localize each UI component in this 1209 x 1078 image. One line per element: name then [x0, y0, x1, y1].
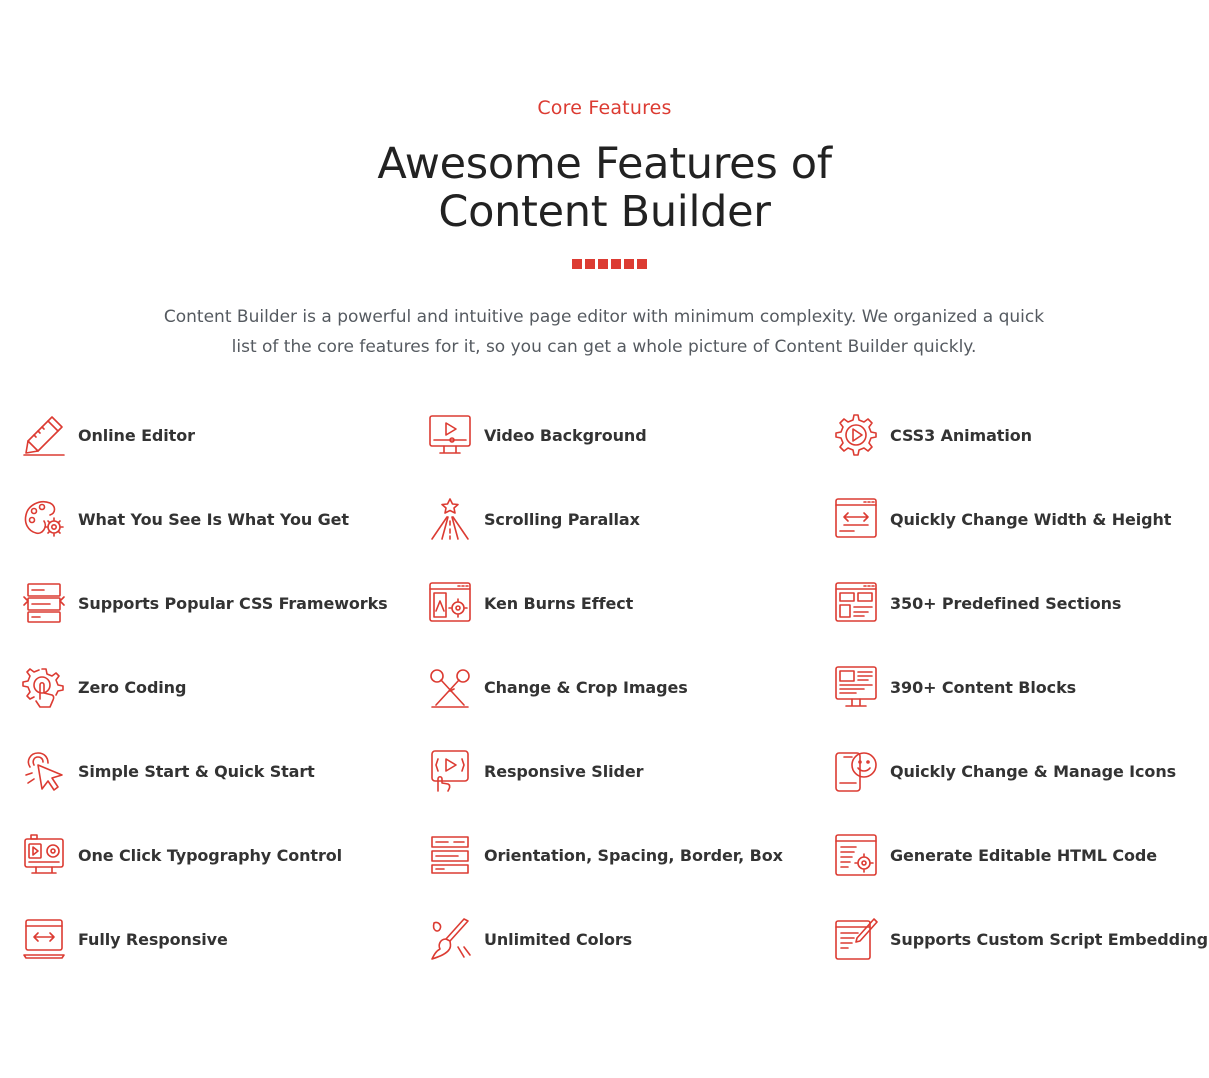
- feature-item-editable-html: [834, 833, 1157, 877]
- feature-item-typography-control: [22, 833, 342, 877]
- feature-label: Quickly Change Width & Height: [890, 509, 1172, 529]
- feature-label: Orientation, Spacing, Border, Box: [484, 845, 783, 865]
- feature-item-zero-coding: [22, 665, 186, 709]
- feature-item-manage-icons: [834, 749, 1176, 793]
- layers-arrows-icon: [428, 833, 472, 877]
- feature-item-wysiwyg: [22, 497, 349, 541]
- feature-item-custom-script: [834, 917, 1208, 961]
- feature-item-simple-start: [22, 749, 315, 793]
- browser-gear-icon: [428, 581, 472, 625]
- feature-label: Supports Custom Script Embedding: [890, 929, 1208, 949]
- pencil-ruler-icon: [22, 413, 66, 457]
- section-kicker: Core Features: [537, 97, 672, 119]
- feature-label: Change & Crop Images: [484, 677, 688, 697]
- feature-label: Fully Responsive: [78, 929, 228, 949]
- feature-item-video-background: [428, 413, 647, 457]
- feature-item-orientation-spacing: [428, 833, 783, 877]
- star-road-icon: [428, 497, 472, 541]
- responsive-arrows-icon: [22, 917, 66, 961]
- feature-label: One Click Typography Control: [78, 845, 343, 865]
- section-intro-line-1: Content Builder is a powerful and intuitive page editor with minimum complexity. We organized a quick: [163, 307, 1045, 327]
- feature-label: Responsive Slider: [484, 761, 644, 781]
- section-title-line-1: Awesome Features of: [377, 139, 832, 189]
- brush-palette-icon: [428, 917, 472, 961]
- feature-label: 350+ Predefined Sections: [890, 593, 1122, 613]
- feature-item-online-editor: [22, 413, 195, 457]
- feature-item-content-blocks: [834, 665, 1076, 709]
- control-panel-icon: [22, 833, 66, 877]
- feature-item-unlimited-colors: [428, 917, 632, 961]
- feature-label: Scrolling Parallax: [484, 509, 640, 529]
- phone-smiley-icon: [834, 749, 878, 793]
- palette-gear-icon: [22, 497, 66, 541]
- feature-label: Generate Editable HTML Code: [890, 845, 1157, 865]
- section-title-line-2: Content Builder: [438, 187, 771, 237]
- phone-swipe-icon: [428, 749, 472, 793]
- feature-label: What You See Is What You Get: [78, 509, 349, 529]
- gear-play-icon: [834, 413, 878, 457]
- feature-label: Video Background: [484, 425, 647, 445]
- document-pen-icon: [834, 917, 878, 961]
- feature-item-responsive-slider: [428, 749, 643, 793]
- feature-label: Unlimited Colors: [484, 929, 633, 949]
- gear-touch-icon: [22, 665, 66, 709]
- browser-sections-icon: [834, 581, 878, 625]
- feature-item-scrolling-parallax: [428, 497, 640, 541]
- feature-item-css-frameworks: [22, 581, 388, 625]
- document-gear-icon: [834, 833, 878, 877]
- feature-item-predefined-sections: [834, 581, 1121, 625]
- monitor-play-icon: [428, 413, 472, 457]
- browser-resize-icon: [834, 497, 878, 541]
- feature-label: Online Editor: [78, 425, 195, 445]
- feature-item-change-width-height: [834, 497, 1171, 541]
- feature-item-ken-burns: [428, 581, 633, 625]
- feature-label: Quickly Change & Manage Icons: [890, 761, 1177, 781]
- monitor-blocks-icon: [834, 665, 878, 709]
- feature-label: Ken Burns Effect: [484, 593, 634, 613]
- section-intro-line-2: list of the core features for it, so you can get a whole picture of Content Builder quickly.: [231, 337, 977, 357]
- feature-item-crop-images: [428, 665, 688, 709]
- feature-label: 390+ Content Blocks: [890, 677, 1077, 697]
- stacked-frames-icon: [22, 581, 66, 625]
- feature-item-css3-animation: [834, 413, 1032, 457]
- feature-label: CSS3 Animation: [890, 425, 1032, 445]
- feature-label: Zero Coding: [78, 677, 187, 697]
- feature-item-fully-responsive: [22, 917, 228, 961]
- cursor-click-icon: [22, 749, 66, 793]
- feature-label: Simple Start & Quick Start: [78, 761, 315, 781]
- feature-label: Supports Popular CSS Frameworks: [78, 593, 388, 613]
- scissors-icon: [428, 665, 472, 709]
